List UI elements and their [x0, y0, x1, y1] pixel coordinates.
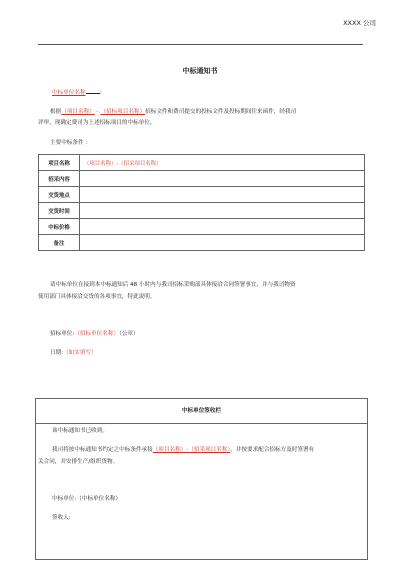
- table-row: [39, 187, 365, 203]
- winner-name-placeholder: 中标单位名称: [52, 90, 86, 96]
- row-value[interactable]: [80, 219, 365, 235]
- tender-unit-placeholder: （招标单位名称）: [74, 331, 120, 337]
- salutation-suffix: ：: [99, 90, 106, 96]
- company-name: XXXX 公司: [343, 19, 376, 27]
- row-label: 交货时间: [39, 203, 80, 219]
- receipt-box: [35, 398, 368, 560]
- date-placeholder: （如实填写）: [63, 350, 97, 356]
- table-row: [39, 203, 365, 219]
- row-value[interactable]: [80, 235, 365, 251]
- receipt-unit-placeholder: （中标单位名称）: [76, 496, 122, 502]
- tender-unit-line: 招标单位:（招标单位名称）（公章）: [50, 331, 139, 337]
- date-line: 日期:（如实填写）: [50, 350, 97, 356]
- table-row: [39, 155, 365, 171]
- salutation: [38, 88, 105, 98]
- receipt-title: 中标单位签收栏: [36, 399, 367, 424]
- receipt-project-placeholder: （项目名称）-（招采项目名称）: [152, 447, 231, 453]
- row-label: 交货地点: [39, 187, 80, 203]
- receipt-line-2: 我司将按中标通知书约定之中标条件承接（项目名称）-（招采项目名称），并按要求配合招标方及时签署有: [52, 447, 315, 453]
- row-value[interactable]: [80, 171, 365, 187]
- intro-line-1: 根据（项目名称） - （招标项目名称）招标文件和费司提交的投标文件及投标期间往来函件，经我司: [50, 109, 297, 115]
- row-label: 备注: [39, 235, 80, 251]
- project-name-placeholder: （项目名称）: [61, 109, 95, 115]
- notice-line-1: 请中标单位在接到本中标通知后 48 小时内与我司招标采购部具体接洽合同签署事宜，并与我司物资: [50, 282, 296, 288]
- table-row: [39, 219, 365, 235]
- receipt-line-3: 关合同，并安排生产/组织货物。: [38, 459, 119, 465]
- row-label: 中标价格: [39, 219, 80, 235]
- conditions-table: [38, 154, 365, 251]
- intro-line-2: 评审，现确定费司为上述招标项目的中标单位。: [38, 120, 156, 126]
- receipt-signer-label: 签收人:: [52, 515, 71, 521]
- header-divider: [38, 44, 363, 45]
- document-title: 中标通知书: [182, 67, 218, 75]
- row-label: 招采内容: [39, 171, 80, 187]
- receipt-unit-line: 中标单位:（中标单位名称）: [52, 496, 122, 502]
- table-row: [39, 171, 365, 187]
- notice-line-2: 使用部门具体接洽交货的各项事宜，特此说明。: [38, 294, 156, 300]
- conditions-title: 主要中标条件 ：: [50, 140, 91, 146]
- row-value[interactable]: （项目名称）-（招采项目名称）: [80, 155, 365, 171]
- row-value[interactable]: [80, 187, 365, 203]
- row-value[interactable]: [80, 203, 365, 219]
- row-label: 项目名称: [39, 155, 80, 171]
- project-code-placeholder: （招标项目名称）: [100, 109, 146, 115]
- table-row: [39, 235, 365, 251]
- receipt-line-1: 该中标通知书已收到。: [52, 428, 108, 434]
